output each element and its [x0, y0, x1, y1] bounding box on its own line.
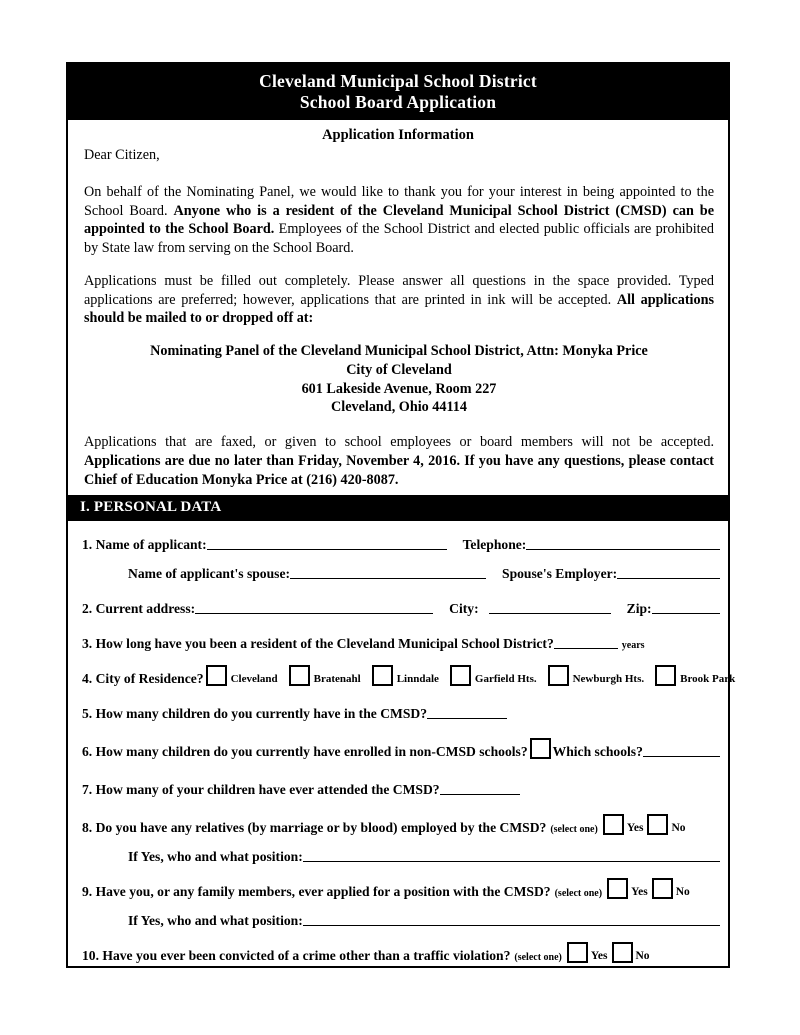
instructions-text-a: Applications must be filled out completely. Please answer all questions in the space provided. Typed applications are preferred; however, applications that are printed in ink will be accepted.	[84, 272, 714, 308]
checkbox-brook-park[interactable]	[655, 665, 676, 686]
mailing-address-block	[84, 342, 714, 417]
instructions-text-bold: All applications should be mailed to or dropped off at:	[84, 291, 714, 327]
letter-body	[68, 146, 728, 489]
form-row-children-attended-cmsd	[82, 772, 720, 798]
city-of-residence-label: 4. City of Residence?	[82, 671, 204, 687]
form-row-spouse-name	[82, 556, 720, 582]
which-schools-input[interactable]	[643, 756, 720, 757]
application-information-heading: Application Information	[322, 127, 474, 144]
telephone-label: Telephone:	[462, 537, 527, 553]
checkbox-linndale[interactable]	[372, 665, 393, 686]
checkbox-bratenahl[interactable]	[289, 665, 310, 686]
document-title-line1: Cleveland Municipal School District	[259, 71, 537, 91]
checkbox-label-linndale: Linndale	[396, 673, 439, 686]
applied-position-yes-checkbox[interactable]	[607, 878, 628, 899]
which-schools-label: Which schools?	[552, 744, 643, 760]
children-in-cmsd-input[interactable]	[427, 718, 507, 719]
checkbox-label-bratenahl: Bratenahl	[313, 673, 361, 686]
relatives-employed-select-hint: (select one)	[550, 824, 598, 836]
criminal-conviction-label: 10. Have you ever been convicted of a crime other than a traffic violation?	[82, 948, 511, 964]
applied-position-followup-input[interactable]	[303, 925, 720, 926]
applicant-name-label: 1. Name of applicant:	[82, 537, 207, 553]
children-in-cmsd-label: 5. How many children do you currently have in the CMSD?	[82, 706, 428, 722]
residency-length-label: 3. How long have you been a resident of the Cleveland Municipal School District?	[82, 636, 554, 652]
checkbox-label-garfield-hts: Garfield Hts.	[474, 673, 537, 686]
salutation: Dear Citizen,	[84, 147, 160, 164]
document-title-bar	[68, 64, 728, 120]
address-line-2: City of Cleveland	[346, 361, 452, 378]
spouse-name-input[interactable]	[290, 578, 486, 579]
applied-position-label: 9. Have you, or any family members, ever applied for a position with the CMSD?	[82, 884, 551, 900]
relatives-employed-followup-input[interactable]	[303, 861, 720, 862]
checkbox-newburgh-hts[interactable]	[548, 665, 569, 686]
checkbox-garfield-hts[interactable]	[450, 665, 471, 686]
form-row-applicant-name	[82, 527, 720, 553]
form-row-applied-position-followup	[82, 903, 720, 929]
current-address-label: 2. Current address:	[82, 601, 196, 617]
personal-data-form	[68, 521, 736, 964]
checkbox-label-cleveland: Cleveland	[230, 673, 278, 686]
spouse-name-label: Name of applicant's spouse:	[128, 566, 291, 582]
application-form-page	[66, 62, 736, 968]
criminal-conviction-select-hint: (select one)	[514, 952, 562, 964]
form-row-city-of-residence	[82, 661, 736, 687]
deadline-text-bold: Applications are due no later than Friday, November 4, 2016. If you have any questions, please contact Chief of Education Monyka Price at (216) 420-8087.	[84, 452, 714, 488]
telephone-input[interactable]	[526, 549, 720, 550]
form-row-children-in-cmsd	[82, 696, 720, 722]
relatives-employed-no-label: No	[671, 822, 686, 835]
applied-position-no-checkbox[interactable]	[652, 878, 673, 899]
criminal-conviction-yes-checkbox[interactable]	[567, 942, 588, 963]
instructions-paragraph	[84, 272, 714, 328]
form-row-children-non-cmsd	[82, 734, 720, 760]
residency-years-input[interactable]	[554, 648, 618, 649]
city-input[interactable]	[489, 613, 611, 614]
intro-text-bold: Anyone who is a resident of the Cleveland Municipal School District (CMSD) can be appointed to the School Board.	[84, 202, 714, 238]
address-line-1: Nominating Panel of the Cleveland Municipal School District, Attn: Monyka Price	[150, 343, 648, 360]
applied-position-no-label: No	[675, 886, 690, 899]
applied-position-select-hint: (select one)	[554, 888, 603, 900]
relatives-employed-no-checkbox[interactable]	[647, 814, 668, 835]
checkbox-cleveland[interactable]	[206, 665, 227, 686]
address-line-4: Cleveland, Ohio 44114	[331, 399, 467, 416]
applied-position-followup-label: If Yes, who and what position:	[128, 913, 303, 929]
current-address-input[interactable]	[195, 613, 433, 614]
applied-position-yes-label: Yes	[631, 886, 648, 899]
children-attended-cmsd-input[interactable]	[440, 794, 520, 795]
relatives-employed-yes-label: Yes	[626, 822, 644, 835]
section-header-personal-data: I. PERSONAL DATA	[68, 495, 728, 521]
address-line-3: 601 Lakeside Avenue, Room 227	[301, 380, 497, 397]
spouse-employer-input[interactable]	[617, 578, 720, 579]
checkbox-label-newburgh-hts: Newburgh Hts.	[572, 673, 645, 686]
children-non-cmsd-count-box[interactable]	[530, 738, 551, 759]
zip-input[interactable]	[652, 613, 720, 614]
criminal-conviction-no-label: No	[635, 950, 650, 963]
intro-paragraph	[84, 183, 714, 258]
applicant-name-input[interactable]	[207, 549, 447, 550]
form-row-applied-position	[82, 874, 720, 900]
checkbox-label-brook-park: Brook Park	[680, 673, 736, 686]
form-row-current-address	[82, 591, 720, 617]
form-row-relatives-employed-followup	[82, 839, 720, 865]
relatives-employed-followup-label: If Yes, who and what position:	[128, 849, 303, 865]
form-row-residency-length	[82, 626, 720, 652]
criminal-conviction-no-checkbox[interactable]	[612, 942, 633, 963]
children-attended-cmsd-label: 7. How many of your children have ever attended the CMSD?	[82, 782, 440, 798]
city-label: City:	[449, 601, 479, 617]
form-row-criminal-conviction	[82, 938, 720, 964]
form-row-relatives-employed	[82, 810, 720, 836]
intro-text-b: Employees of the School District and elected public officials are prohibited by State law from serving on the School Board.	[84, 221, 714, 257]
children-non-cmsd-label: 6. How many children do you currently have enrolled in non-CMSD schools?	[82, 744, 528, 760]
residency-years-unit: years	[621, 640, 645, 652]
zip-label: Zip:	[626, 601, 652, 617]
spouse-employer-label: Spouse's Employer:	[502, 566, 618, 582]
relatives-employed-label: 8. Do you have any relatives (by marriage or by blood) employed by the CMSD?	[82, 820, 547, 836]
intro-text-a: On behalf of the Nominating Panel, we would like to thank you for your interest in being appointed to the School Board.	[84, 184, 714, 219]
criminal-conviction-yes-label: Yes	[590, 950, 608, 963]
deadline-paragraph	[84, 433, 714, 489]
document-title-line2: School Board Application	[299, 91, 497, 112]
deadline-text-a: Applications that are faxed, or given to school employees or board members will not be accepted.	[84, 434, 714, 451]
relatives-employed-yes-checkbox[interactable]	[603, 814, 624, 835]
